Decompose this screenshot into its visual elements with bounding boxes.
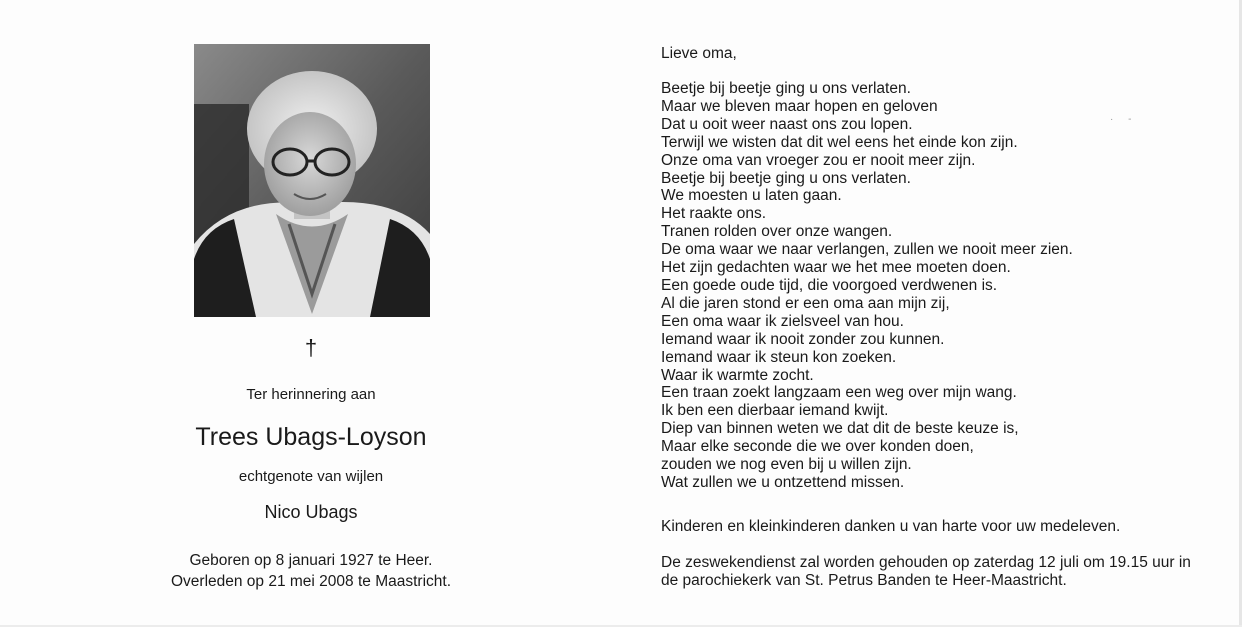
poem-line: Iemand waar ik steun kon zoeken. [661,348,897,366]
poem-line: Waar ik warmte zocht. [661,366,814,384]
intro-text: Ter herinnering aan [246,386,376,403]
poem-line: Onze oma van vroeger zou er nooit meer zijn. [661,151,976,169]
service-announcement: De zeswekendienst zal worden gehouden op zaterdag 12 juli om 19.15 uur in de parochiekerk van St. Petrus Banden te Heer-Maastricht. [661,554,1191,589]
spouse-name: Nico Ubags [264,502,358,522]
poem-line: Iemand waar ik nooit zonder zou kunnen. [661,330,945,348]
poem-line: Tranen rolden over onze wangen. [661,223,893,241]
poem-line: Een traan zoekt langzaam een weg over mijn wang. [661,384,1017,402]
greeting: Lieve oma, [661,45,737,62]
cross-icon: † [304,335,318,360]
poem [661,80,1073,492]
poem-line: Het raakte ons. [661,205,767,223]
poem-line: Ik ben een dierbaar iemand kwijt. [661,402,889,420]
poem-line: Beetje bij beetje ging u ons verlaten. [661,80,911,97]
poem-line: Beetje bij beetje ging u ons verlaten. [661,169,911,187]
deceased-name: Trees Ubags-Loyson [195,423,427,451]
poem-line: Een oma waar ik zielsveel van hou. [661,312,904,330]
poem-line: Een goede oude tijd, die voorgoed verdwenen is. [661,276,998,294]
poem-line: De oma waar we naar verlangen, zullen we nooit meer zien. [661,241,1073,259]
poem-line: We moesten u laten gaan. [661,187,842,205]
poem-line: Terwijl we wisten dat dit wel eens het einde kon zijn. [661,133,1018,151]
poem-line: zouden we nog even bij u willen zijn. [661,456,912,474]
scan-specks: · - [1110,114,1138,125]
poem-line: Het zijn gedachten waar we het mee moeten doen. [661,259,1011,277]
poem-line: Wat zullen we u ontzettend missen. [661,473,905,491]
birth-line: Geboren op 8 januari 1927 te Heer. [189,552,433,569]
poem-line: Maar we bleven maar hopen en geloven [661,97,938,115]
death-line: Overleden op 21 mei 2008 te Maastricht. [170,573,451,590]
poem-line: Al die jaren stond er een oma aan mijn zij, [661,294,950,312]
poem-line: Dat u ooit weer naast ons zou lopen. [661,115,913,133]
poem-line: Maar elke seconde die we over konden doen, [661,438,974,456]
spouse-label: echtgenote van wijlen [238,468,384,485]
thanks-text: Kinderen en kleinkinderen danken u van harte voor uw medeleven. [661,518,1121,535]
poem-line: Diep van binnen weten we dat dit de beste keuze is, [661,420,1019,438]
portrait-photo [194,44,430,317]
